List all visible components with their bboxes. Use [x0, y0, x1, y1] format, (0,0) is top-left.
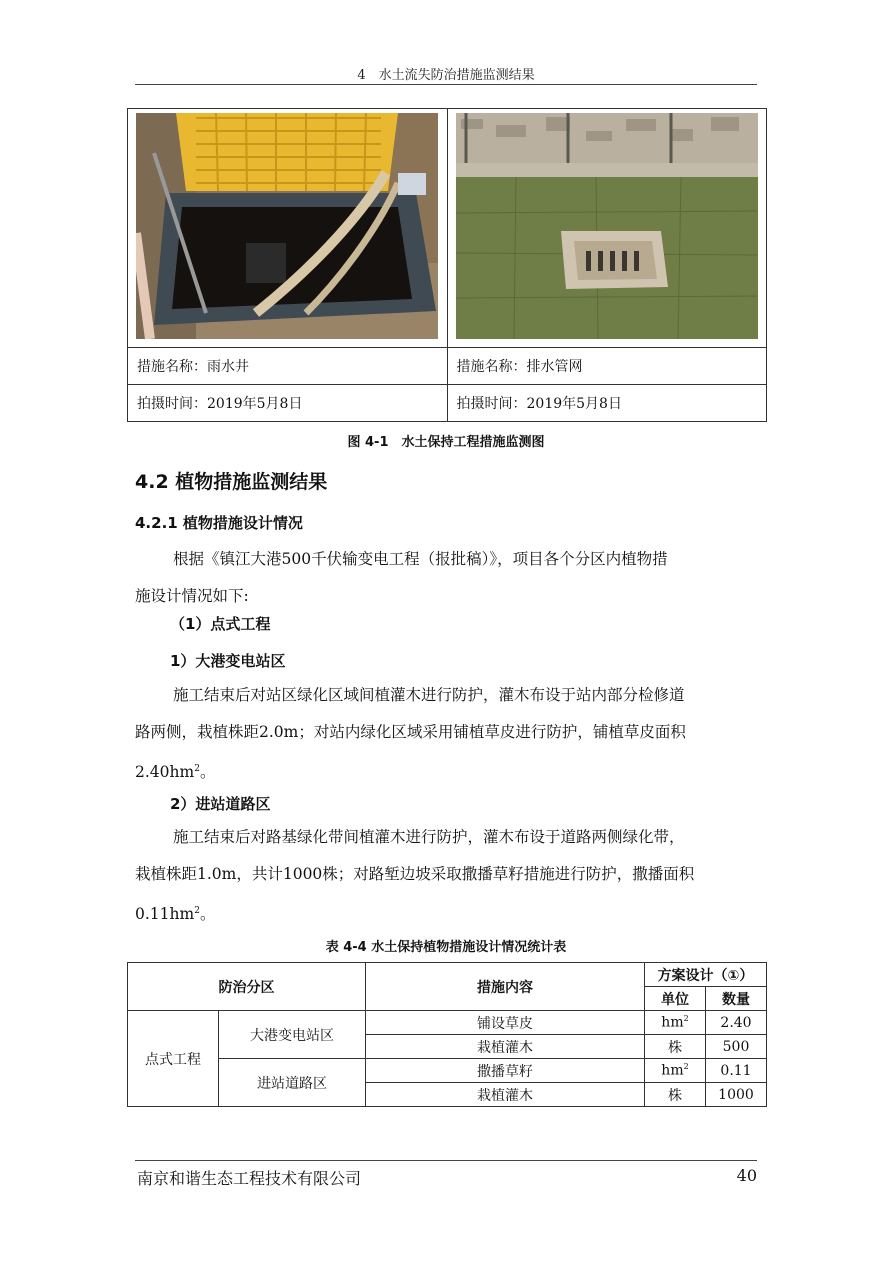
- col-header-measure: 措施内容: [366, 963, 645, 1011]
- point-project-heading: （1）点式工程: [170, 615, 271, 633]
- unit-cell: $hm^2$: [645, 1011, 706, 1035]
- page-number: 40: [736, 1166, 757, 1185]
- access-road-heading: 2）进站道路区: [170, 795, 271, 813]
- subzone-cell-2: 进站道路区: [219, 1059, 366, 1107]
- section-heading: 4.2 植物措施监测结果: [135, 471, 328, 493]
- measure-cell: 栽植灌木: [366, 1035, 645, 1059]
- subsection-heading: 4.2.1 植物措施设计情况: [135, 514, 303, 532]
- qty-cell: 0.11: [706, 1059, 767, 1083]
- col-header-unit: 单位: [645, 987, 706, 1011]
- table-row: [128, 1059, 767, 1083]
- measure-cell: 撒播草籽: [366, 1059, 645, 1083]
- footer-rule: [135, 1160, 757, 1161]
- unit-cell: $hm^2$: [645, 1059, 706, 1083]
- photo-cell-right: [447, 109, 767, 348]
- qty-cell: 500: [706, 1035, 767, 1059]
- measure-cell: 栽植灌木: [366, 1083, 645, 1107]
- col-header-plan: 方案设计（①）: [645, 963, 767, 987]
- intro-line-2: 施设计情况如下:: [135, 587, 249, 605]
- drainage-network-photo: [456, 113, 758, 339]
- unit-cell: 株: [645, 1035, 706, 1059]
- plant-measure-table: [127, 962, 767, 1107]
- right-photo-time: 拍摄时间：2019年5月8日: [447, 385, 767, 422]
- table-row: [128, 1011, 767, 1035]
- figure-table: [127, 108, 767, 422]
- right-measure-name: 措施名称：排水管网: [447, 348, 767, 385]
- measure-cell: 铺设草皮: [366, 1011, 645, 1035]
- header-rule: [135, 84, 757, 85]
- figure-caption: 图 4-1 水土保持工程措施监测图: [347, 435, 545, 450]
- running-header: 4 水土流失防治措施监测结果: [357, 68, 535, 83]
- col-header-qty: 数量: [706, 987, 767, 1011]
- unit-cell: 株: [645, 1083, 706, 1107]
- photo-cell-left: [128, 109, 448, 348]
- access-road-paragraph: [135, 819, 757, 933]
- substation-paragraph: [135, 677, 757, 791]
- footer-company: 南京和谐生态工程技术有限公司: [137, 1169, 362, 1188]
- qty-cell: 1000: [706, 1083, 767, 1107]
- col-header-zone: 防治分区: [128, 963, 366, 1011]
- substation-line-2: 路两侧，栽植株距2.0m；对站内绿化区域采用铺植草皮进行防护，铺植草皮面积: [135, 723, 686, 741]
- left-photo-time: 拍摄时间：2019年5月8日: [128, 385, 448, 422]
- group-cell: 点式工程: [128, 1011, 219, 1107]
- intro-paragraph: [135, 541, 757, 615]
- access-road-line-1: 施工结束后对路基绿化带间植灌木进行防护，灌木布设于道路两侧绿化带，: [173, 828, 685, 846]
- access-road-line-3: $0.11hm^2$。: [135, 905, 216, 924]
- substation-line-1: 施工结束后对站区绿化区域间植灌木进行防护，灌木布设于站内部分检修道: [173, 686, 685, 704]
- intro-line-1: 根据《镇江大港500千伏输变电工程（报批稿）》，项目各个分区内植物措: [173, 550, 668, 568]
- table-title: 表 4-4 水土保持植物措施设计情况统计表: [325, 940, 567, 955]
- rainwater-well-photo: [136, 113, 438, 339]
- substation-line-3: $2.40hm^2$。: [135, 763, 216, 782]
- substation-heading: 1）大港变电站区: [170, 652, 286, 670]
- qty-cell: 2.40: [706, 1011, 767, 1035]
- left-measure-name: 措施名称：雨水井: [128, 348, 448, 385]
- access-road-line-2: 栽植株距1.0m，共计1000株；对路堑边坡采取撒播草籽措施进行防护，撒播面积: [135, 865, 695, 883]
- subzone-cell-1: 大港变电站区: [219, 1011, 366, 1059]
